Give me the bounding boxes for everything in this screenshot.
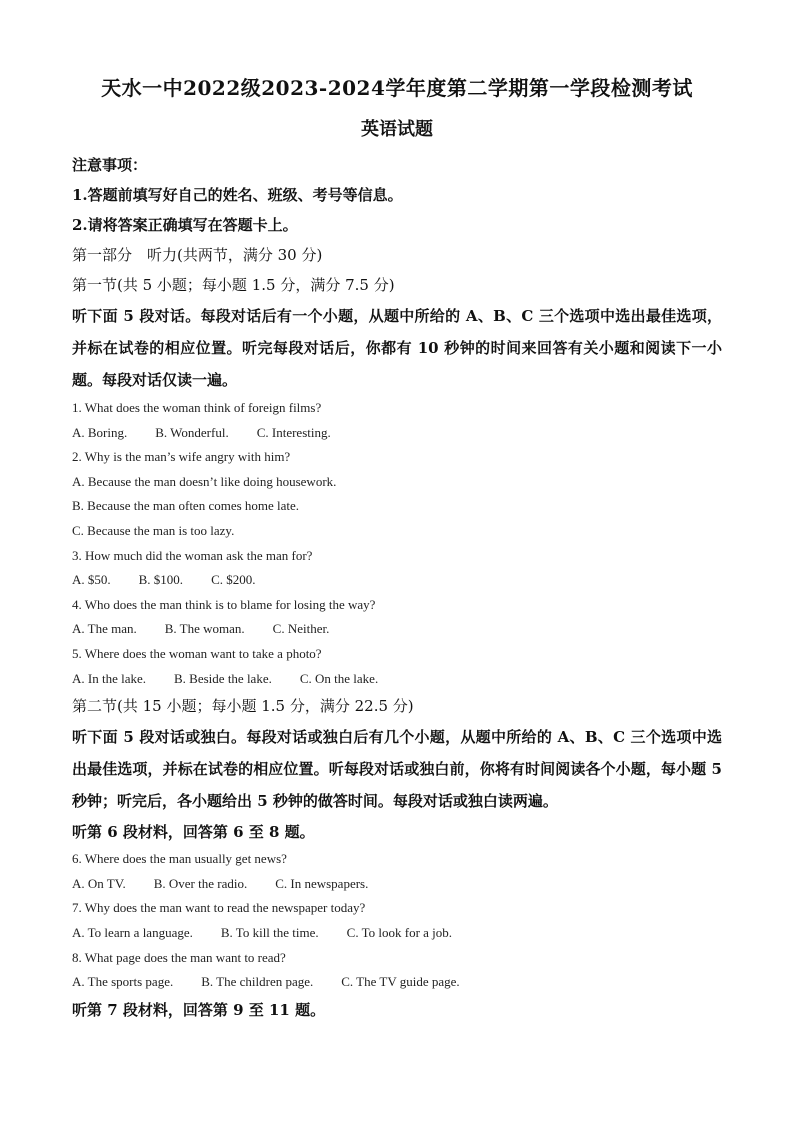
material-6-heading: 听第 6 段材料，回答第 6 至 8 题。 xyxy=(72,823,315,842)
option-a: A. Because the man doesn’t like doing housework. xyxy=(72,473,337,489)
question-4: 4. Who does the man think is to blame for losing the way? xyxy=(72,596,376,612)
option-c: C. In newspapers. xyxy=(275,875,369,891)
question-7-options xyxy=(72,921,722,946)
question-6-options xyxy=(72,872,722,897)
part1-heading: 第一部分 听力(共两节，满分 30 分) xyxy=(72,246,323,264)
question-3-options xyxy=(72,568,722,593)
question-3: 3. How much did the woman ask the man for? xyxy=(72,547,313,563)
option-a: A. The man. xyxy=(72,621,137,637)
option-c: C. On the lake. xyxy=(299,670,379,686)
option-b: B. To kill the time. xyxy=(220,924,319,940)
note-item: 1.答题前填写好自己的姓名、班级、考号等信息。 xyxy=(72,186,403,204)
option-a: A. To learn a language. xyxy=(72,924,193,940)
content xyxy=(72,150,722,1025)
option-c: C. To look for a job. xyxy=(346,924,453,940)
option-c: C. The TV guide page. xyxy=(341,974,460,990)
page-title: 天水一中2022级2023-2024学年度第二学期第一学段检测考试 xyxy=(101,76,693,100)
question-1-options xyxy=(72,421,722,446)
option-c: C. Interesting. xyxy=(256,424,331,440)
material-7-heading: 听第 7 段材料，回答第 9 至 11 题。 xyxy=(72,1000,326,1019)
option-b: B. Because the man often comes home late. xyxy=(72,498,300,514)
question-8-options xyxy=(72,970,722,995)
section2-heading: 第二节(共 15 小题；每小题 1.5 分，满分 22.5 分) xyxy=(72,697,414,716)
option-b: B. The children page. xyxy=(201,974,314,990)
note-item: 2.请将答案正确填写在答题卡上。 xyxy=(72,216,298,234)
section1-instructions: 听下面 5 段对话。每段对话后有一个小题，从题中所给的 A、B、C 三个选项中选出最佳选项，并标在试卷的相应位置。听完每段对话后，你都有 10 秒钟的时间来回答有关小题和阅读下一小题。每段对话仅读一遍。 xyxy=(72,307,722,389)
option-c: C. Neither. xyxy=(272,621,330,637)
option-b: B. Beside the lake. xyxy=(174,670,272,686)
question-8: 8. What page does the man want to read? xyxy=(72,949,286,965)
option-b: B. Wonderful. xyxy=(155,424,229,440)
option-a: A. In the lake. xyxy=(72,670,147,686)
question-7: 7. Why does the man want to read the newspaper today? xyxy=(72,900,366,916)
option-a: A. On TV. xyxy=(72,875,126,891)
option-b: B. Over the radio. xyxy=(153,875,248,891)
option-a: A. Boring. xyxy=(72,424,128,440)
option-a: A. The sports page. xyxy=(72,974,174,990)
section1-heading: 第一节(共 5 小题；每小题 1.5 分，满分 7.5 分) xyxy=(72,276,395,294)
page-subtitle: 英语试题 xyxy=(361,119,433,140)
option-c: C. Because the man is too lazy. xyxy=(72,522,235,538)
section2-instructions: 听下面 5 段对话或独白。每段对话或独白后有几个小题，从题中所给的 A、B、C 三个选项中选出最佳选项，并标在试卷的相应位置。听每段对话或独白前，你将有时间阅读各个小题，每小题 5 秒钟；听完后，各小题给出 5 秒钟的做答时间。每段对话或独白读两遍。 xyxy=(72,728,722,811)
question-1: 1. What does the woman think of foreign films? xyxy=(72,400,322,415)
question-5-options xyxy=(72,667,722,692)
option-c: C. $200. xyxy=(211,572,256,588)
option-a: A. $50. xyxy=(72,572,111,588)
option-b: B. The woman. xyxy=(164,621,245,637)
question-2: 2. Why is the man’s wife angry with him? xyxy=(72,449,291,465)
notes-heading: 注意事项： xyxy=(72,156,148,174)
question-5: 5. Where does the woman want to take a photo? xyxy=(72,645,322,661)
question-4-options xyxy=(72,617,722,642)
question-6: 6. Where does the man usually get news? xyxy=(72,851,287,867)
option-b: B. $100. xyxy=(138,572,184,588)
